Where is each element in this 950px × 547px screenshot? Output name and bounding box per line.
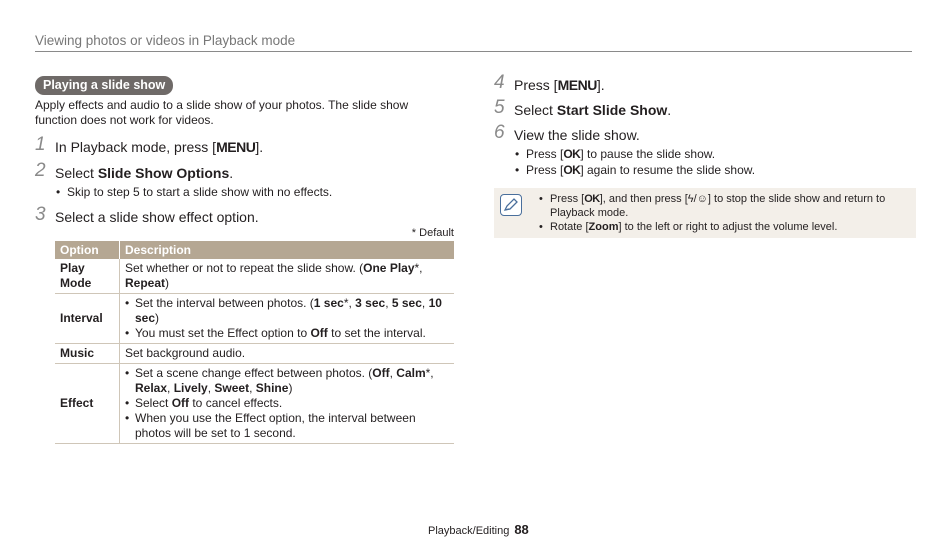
- default-note: * Default: [411, 227, 454, 239]
- description-bullet: • Select Off to cancel effects.: [125, 396, 449, 411]
- table-header-row: [55, 241, 454, 259]
- step-text: View the slide show.: [514, 127, 640, 143]
- step-text-end: .: [229, 165, 234, 181]
- page-footer: [428, 522, 529, 537]
- option-name: Interval: [55, 294, 120, 344]
- option-name: Music: [55, 344, 120, 364]
- step-text-end: ].: [596, 77, 605, 93]
- table-row-effect: [55, 364, 454, 444]
- pencil-note-icon: [500, 194, 522, 216]
- description-bullet: • You must set the Effect option to Off to set the interval.: [125, 326, 449, 341]
- step-6: [494, 122, 916, 178]
- description-bullet: • When you use the Effect option, the interval between photos will be set to 1 second.: [125, 411, 449, 441]
- step-text: Press [: [514, 77, 558, 93]
- option-description: [120, 364, 455, 444]
- step-bold: Slide Show Options: [97, 165, 230, 181]
- section-intro: Apply effects and audio to a slide show of your photos. The slide show function does not work for videos.: [35, 98, 409, 127]
- description-bullet: • Set the interval between photos. (1 sec*, 3 sec, 5 sec, 10 sec): [125, 296, 449, 326]
- step-number: 3: [35, 204, 46, 225]
- menu-key-icon: MENU: [216, 139, 256, 155]
- step-text: Select: [55, 165, 98, 181]
- step-text: In Playback mode, press [: [55, 139, 217, 155]
- step-text-end: .: [667, 102, 672, 118]
- bullet: • Press [OK] again to resume the slide show.: [514, 162, 916, 178]
- flash-face-key-icon: ϟ/☺: [687, 193, 708, 205]
- step-bold: Start Slide Show: [556, 102, 668, 118]
- step-number: 1: [35, 134, 46, 155]
- option-name: Effect: [55, 364, 120, 444]
- option-description: [120, 294, 455, 344]
- step-3: [35, 204, 455, 226]
- header-option: Option: [55, 241, 120, 259]
- table-row-play-mode: [55, 259, 454, 294]
- page-number: 88: [514, 522, 529, 537]
- ok-key-icon: OK: [584, 193, 600, 205]
- table-row-music: [55, 344, 454, 364]
- step-5: [494, 97, 916, 119]
- table-row-interval: [55, 294, 454, 344]
- step-6-bullets: [514, 146, 916, 178]
- option-description: Set whether or not to repeat the slide show. (One Play*, Repeat): [120, 259, 455, 294]
- bullet: • Skip to step 5 to start a slide show with no effects.: [55, 184, 455, 200]
- options-table: [55, 241, 454, 444]
- step-number: 2: [35, 160, 46, 181]
- footer-section: Playback/Editing: [428, 525, 510, 537]
- bullet: • Press [OK] to pause the slide show.: [514, 146, 916, 162]
- step-1: [35, 134, 455, 156]
- left-column: [35, 76, 455, 444]
- right-column: [494, 72, 916, 238]
- note-bullet: • Rotate [Zoom] to the left or right to adjust the volume level.: [538, 220, 908, 234]
- step-4: [494, 72, 916, 94]
- ok-key-icon: OK: [563, 147, 581, 161]
- step-text-end: ].: [255, 139, 264, 155]
- ok-key-icon: OK: [563, 163, 581, 177]
- section-badge: Playing a slide show: [35, 76, 173, 95]
- step-text: Select: [514, 102, 557, 118]
- header-description: Description: [120, 241, 455, 259]
- step-number: 5: [494, 97, 505, 118]
- option-name: Play Mode: [55, 259, 120, 294]
- step-number: 6: [494, 122, 505, 143]
- step-text: Select a slide show effect option.: [55, 209, 259, 225]
- header-title: Viewing photos or videos in Playback mode: [35, 33, 296, 48]
- note-bullet: • Press [OK], and then press [ϟ/☺] to stop the slide show and return to Playback mode.: [538, 192, 908, 220]
- page-header: [35, 33, 912, 52]
- menu-key-icon: MENU: [557, 77, 597, 93]
- description-bullet: • Set a scene change effect between photos. (Off, Calm*, Relax, Lively, Sweet, Shine): [125, 366, 449, 396]
- note-bullets: [538, 192, 908, 234]
- step-2: [35, 160, 455, 200]
- step-number: 4: [494, 72, 505, 93]
- option-description: Set background audio.: [120, 344, 455, 364]
- note-box: [494, 188, 916, 238]
- step-2-bullets: [55, 184, 455, 200]
